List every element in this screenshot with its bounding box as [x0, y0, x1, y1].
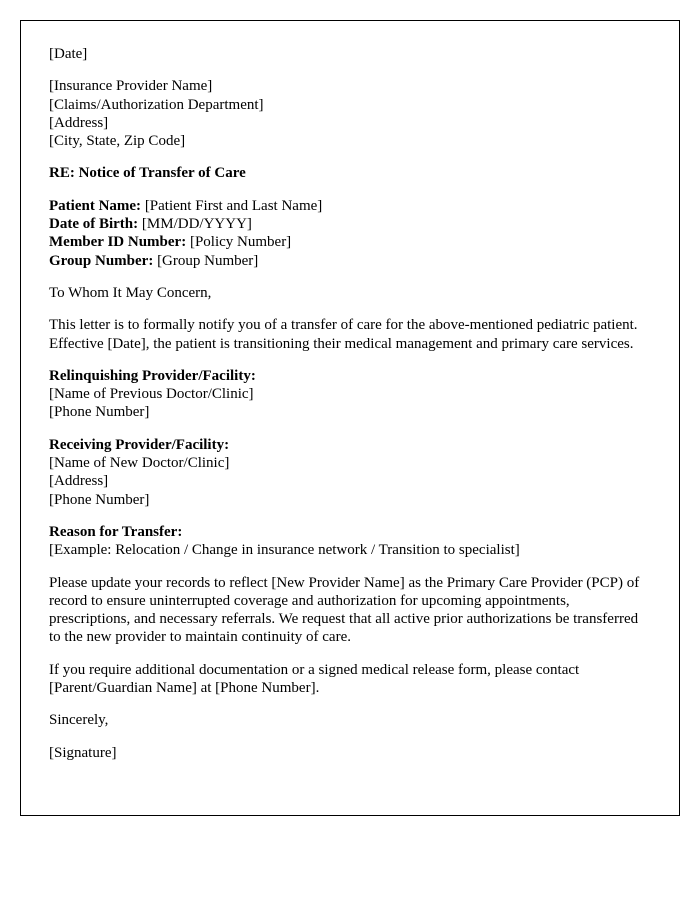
reason-line: [Example: Relocation / Change in insurance network / Transition to specialist] [49, 542, 520, 559]
intro-paragraph: This letter is to formally notify you of a transfer of care for the above-mentioned pediatric patient. Effective [Date], the patient is transitioning their medical management and primary care services. [49, 317, 638, 352]
patient-field-label: Patient Name: [49, 197, 142, 214]
receiving-provider-heading: Receiving Provider/Facility: [49, 436, 230, 453]
reason-section [49, 523, 649, 560]
recipient-line: [Claims/Authorization Department] [49, 96, 264, 113]
patient-field-label: Member ID Number: [49, 234, 187, 251]
patient-info-block [49, 197, 649, 270]
receiving-provider-section [49, 436, 649, 509]
records-update-paragraph: Please update your records to reflect [New Provider Name] as the Primary Care Provider (PCP) of record to ensure uninterrupted coverage and authorization for upcoming appointments, prescriptions, and necessary referrals. We request that all active prior authorizations be transferred to the new provider to maintain continuity of care. [49, 574, 640, 646]
patient-field-value: [MM/DD/YYYY] [138, 216, 252, 233]
recipient-address-block [49, 77, 649, 150]
recipient-line: [City, State, Zip Code] [49, 133, 186, 150]
patient-field-label: Group Number: [49, 252, 154, 269]
reason-heading: Reason for Transfer: [49, 523, 183, 540]
subject-line: RE: Notice of Transfer of Care [49, 165, 246, 182]
recipient-line: [Address] [49, 114, 109, 131]
receiving-provider-line: [Phone Number] [49, 491, 150, 508]
receiving-provider-line: [Name of New Doctor/Clinic] [49, 455, 230, 472]
closing-line: Sincerely, [49, 712, 109, 729]
relinquishing-provider-heading: Relinquishing Provider/Facility: [49, 367, 256, 384]
patient-field-row [49, 197, 649, 215]
patient-field-row [49, 215, 649, 233]
patient-field-value: [Policy Number] [186, 234, 292, 251]
salutation: To Whom It May Concern, [49, 284, 212, 301]
patient-field-label: Date of Birth: [49, 216, 139, 233]
patient-field-value: [Patient First and Last Name] [141, 197, 323, 214]
date-line: [Date] [49, 46, 88, 62]
patient-field-row [49, 252, 649, 270]
signature-placeholder: [Signature] [49, 744, 117, 761]
documentation-paragraph: If you require additional documentation or a signed medical release form, please contact [Parent/Guardian Name] at [Phone Number]. [49, 661, 580, 697]
relinquishing-provider-line: [Name of Previous Doctor/Clinic] [49, 386, 254, 403]
relinquishing-provider-section [49, 367, 649, 422]
receiving-provider-line: [Address] [49, 473, 109, 490]
patient-field-row [49, 233, 649, 251]
letter-page [20, 20, 680, 816]
patient-field-value: [Group Number] [153, 252, 259, 269]
relinquishing-provider-line: [Phone Number] [49, 404, 150, 421]
recipient-line: [Insurance Provider Name] [49, 78, 213, 95]
